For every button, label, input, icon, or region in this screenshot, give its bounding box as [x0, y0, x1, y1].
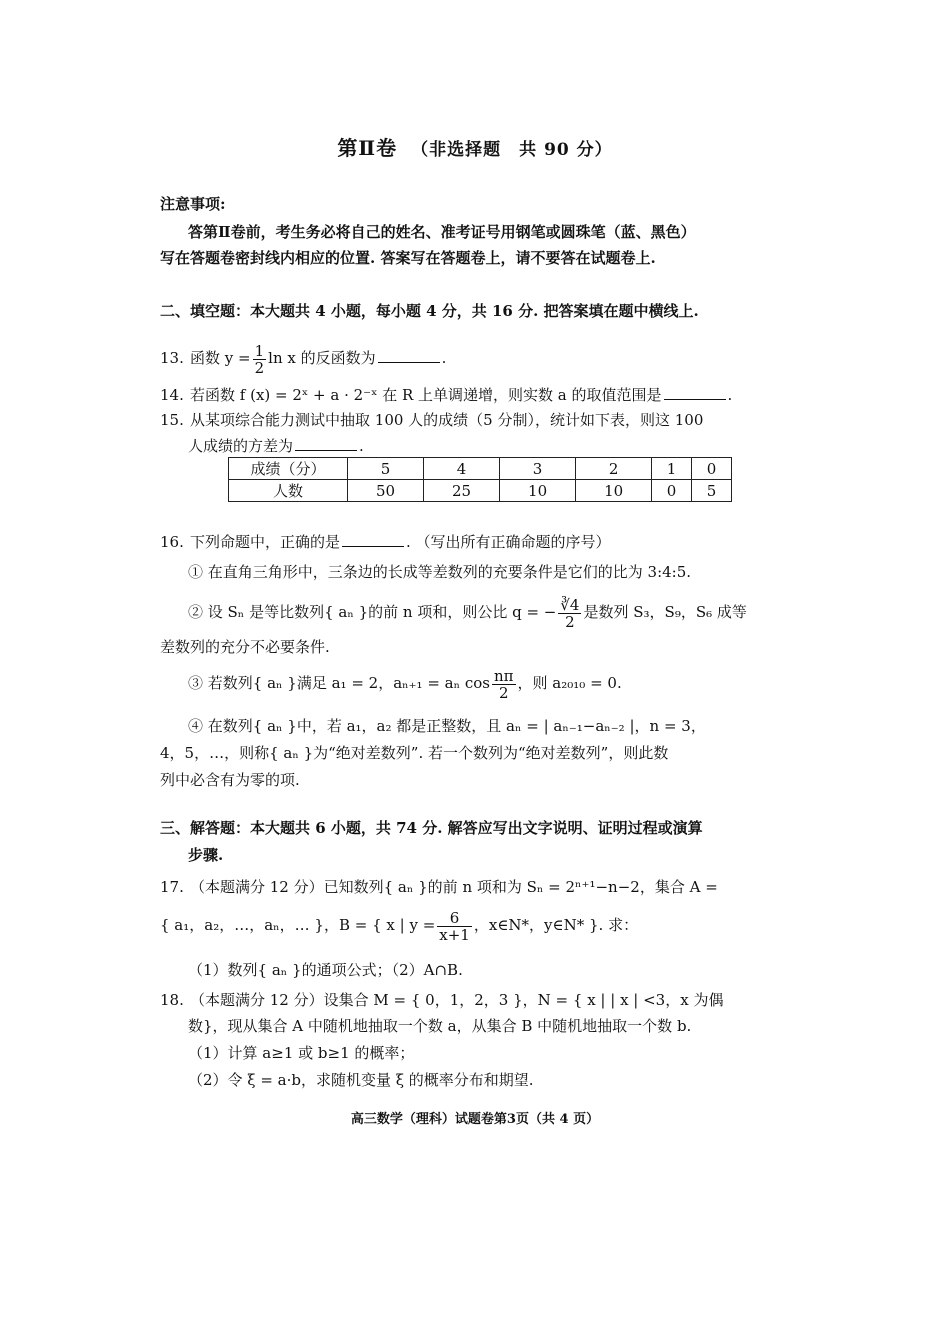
q16-s2-part-a: ② 设 Sₙ 是等比数列{ aₙ }的前 n 项和，则公比 q = −: [188, 603, 557, 621]
table-row-counts: [229, 480, 732, 502]
question-18-line-4: （2）令 ξ = a·b，求随机变量 ξ 的概率分布和期望.: [188, 1071, 534, 1089]
question-18-line-1: [160, 990, 723, 1010]
q13-number: 13.: [160, 349, 184, 367]
table-cell: 0: [692, 458, 732, 480]
q16-s3-frac-num: nπ: [494, 666, 514, 685]
q14-text: 若函数 f (x) = 2ˣ + a · 2⁻ˣ 在 R 上单调递增，则实数 a 的取值范围是: [190, 386, 662, 404]
q14-end: .: [727, 386, 733, 404]
table-row-label-count: 人数: [229, 480, 348, 502]
table-cell: 4: [424, 458, 500, 480]
q16-s3-part-b: ，则 a₂₀₁₀ = 0.: [517, 674, 622, 692]
q13-frac-den: 2: [254, 358, 265, 377]
q17-frac-num: 6: [437, 910, 472, 927]
q17-fraction: [437, 910, 472, 943]
q16-s2-part-b: 是数列 S₃，S₉，S₆ 成等: [583, 603, 747, 621]
table-cell: 25: [424, 480, 500, 502]
notice-line-2: 写在答题卷密封线内相应的位置. 答案写在答题卷上，请不要答在试题卷上.: [160, 249, 656, 267]
question-16: [160, 532, 611, 552]
question-18-line-2: 数}，现从集合 A 中随机地抽取一个数 a，从集合 B 中随机地抽取一个数 b.: [188, 1017, 692, 1035]
q17-line-2-a: { a₁，a₂，…，aₙ，… }，B = { x | y =: [160, 916, 436, 934]
q16-note: . （写出所有正确命题的序号）: [406, 533, 611, 551]
notice-line-1: 答第Ⅱ卷前，考生务必将自己的姓名、准考证号用钢笔或圆珠笔（蓝、黑色）: [188, 223, 696, 241]
q15-number: 15.: [160, 411, 184, 429]
q13-prefix: 函数 y =: [190, 349, 251, 367]
page-title: [0, 132, 950, 161]
q15-line-2: 人成绩的方差为: [188, 437, 294, 455]
q13-end: .: [441, 349, 447, 367]
section-3-heading-line-1: 三、解答题：本大题共 6 小题，共 74 分. 解答应写出文字说明、证明过程或演算: [160, 819, 703, 837]
q17-line-2-b: ，x∈N*，y∈N* }. 求：: [473, 916, 639, 934]
q18-number: 18.: [160, 991, 184, 1009]
q14-number: 14.: [160, 386, 184, 404]
q16-statement-3: [188, 663, 622, 703]
title-sub: （非选择题 共 90 分）: [411, 140, 613, 160]
q16-statement-4-line-2: 4，5，…，则称{ aₙ }为“绝对差数列”. 若一个数列为“绝对差数列”，则此数: [160, 744, 669, 762]
q17-line-1: （本题满分 12 分）已知数列{ aₙ }的前 n 项和为 Sₙ = 2ⁿ⁺¹−n−2，集合 A =: [190, 878, 718, 896]
question-17-line-2: [160, 905, 638, 945]
q16-s2-frac-den: 2: [565, 612, 575, 631]
question-15-line-2: [188, 436, 364, 456]
question-14: [160, 385, 732, 405]
q13-fraction: [253, 343, 267, 376]
table-cell: 0: [652, 480, 692, 502]
question-17-line-1: [160, 877, 718, 897]
q16-s2-fraction: [558, 597, 581, 630]
q15-end: .: [359, 437, 364, 455]
q15-line-1: 从某项综合能力测试中抽取 100 人的成绩（5 分制），统计如下表，则这 100: [190, 411, 704, 429]
table-cell: 5: [348, 458, 424, 480]
table-cell: 10: [576, 480, 652, 502]
table-row-label-score: 成绩（分）: [229, 458, 348, 480]
table-cell: 10: [500, 480, 576, 502]
q14-answer-blank: [664, 385, 726, 400]
table-cell: 1: [652, 458, 692, 480]
score-table: [228, 457, 732, 502]
q16-statement-4-line-3: 列中必含有为零的项.: [160, 771, 300, 789]
question-13: [160, 340, 446, 376]
q16-statement-2: [188, 592, 747, 632]
q16-s3-fraction: [492, 668, 516, 701]
q13-suffix: ln x 的反函数为: [268, 349, 376, 367]
page-footer: 高三数学（理科）试题卷第3页（共 4 页）: [350, 1112, 600, 1127]
q17-frac-den: x+1: [439, 925, 470, 944]
table-row-scores: [229, 458, 732, 480]
q15-answer-blank: [295, 436, 357, 451]
q16-number: 16.: [160, 533, 184, 551]
question-15-line-1: [160, 410, 703, 430]
q13-frac-num: 1: [254, 341, 265, 360]
q16-text: 下列命题中，正确的是: [190, 533, 341, 551]
question-18-line-3: （1）计算 a≥1 或 b≥1 的概率；: [188, 1044, 415, 1062]
table-cell: 50: [348, 480, 424, 502]
q16-statement-2-cont: 差数列的充分不必要条件.: [160, 638, 330, 656]
q16-s3-part-a: ③ 若数列{ aₙ }满足 a₁ = 2，aₙ₊₁ = aₙ cos: [188, 674, 490, 692]
title-main: 第Ⅱ卷: [337, 136, 398, 160]
q16-statement-4-line-1: ④ 在数列{ aₙ }中，若 a₁，a₂ 都是正整数，且 aₙ = | aₙ₋₁−aₙ₋₂ |，n = 3，: [188, 717, 706, 735]
q17-number: 17.: [160, 878, 184, 896]
notice-heading: 注意事项:: [160, 195, 226, 213]
q16-s3-frac-den: 2: [498, 683, 509, 702]
question-17-line-3: （1）数列{ aₙ }的通项公式；（2）A∩B.: [188, 961, 463, 979]
section-3-heading-line-2: 步骤.: [188, 846, 224, 864]
table-cell: 5: [692, 480, 732, 502]
section-2-heading: 二、填空题：本大题共 4 小题，每小题 4 分，共 16 分. 把答案填在题中横线上.: [160, 302, 699, 320]
q13-answer-blank: [378, 348, 440, 363]
q16-answer-blank: [342, 532, 404, 547]
table-cell: 2: [576, 458, 652, 480]
q18-line-1: （本题满分 12 分）设集合 M = { 0，1，2，3 }，N = { x | | x | <3，x 为偶: [190, 991, 724, 1009]
table-cell: 3: [500, 458, 576, 480]
q16-s2-frac-num: ∛4: [560, 595, 580, 614]
q16-statement-1: ① 在直角三角形中，三条边的长成等差数列的充要条件是它们的比为 3:4:5.: [188, 563, 692, 581]
